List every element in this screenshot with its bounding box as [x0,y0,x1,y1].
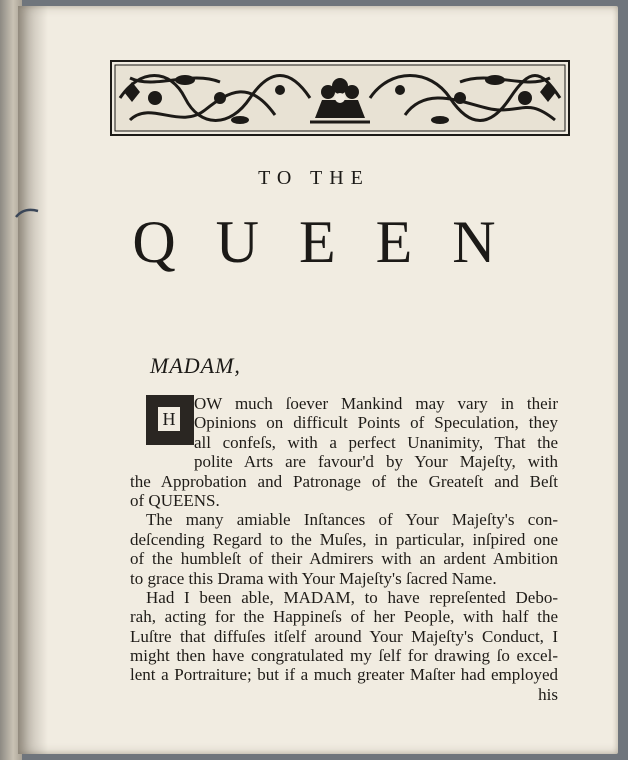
text-line: lent a Portraiture; but if a much greater Maſter had employed [130,665,558,685]
text-line: the Approbation and Patronage of the Greateſt and Beſt [130,471,558,491]
decorated-initial-letter: H [157,406,181,432]
text-line: Had I been able, MADAM, to have repreſented Debo- [146,587,558,607]
dedication-heading-to-the: TO THE [258,167,370,189]
text-line: Luſtre that diffuſes itſelf around Your Majeſty's Conduct, I [130,626,558,646]
paragraph-2 [130,510,558,588]
text-line: of the humbleſt of their Admirers with an ardent Ambition [130,549,558,569]
gutter-shadow [18,6,48,754]
woodcut-headpiece-ornament [110,60,570,136]
text-line: to grace this Drama with Your Majeſty's ſacred Name. [130,568,497,588]
dedication-heading-queen: QUEEN [132,209,536,275]
salutation: MADAM, [150,353,241,378]
text-line: rah, acting for the Happineſs of her People, with half the [130,607,558,627]
text-line: of QUEENS. [130,490,220,510]
text-line: deſcending Regard to the Muſes, in particular, inſpired one [130,529,558,549]
paragraph-3 [130,588,558,704]
catchword: his [538,684,558,704]
text-line: all confeſs, with a perfect Unanimity, That the [194,432,558,452]
text-line: OW much ſoever Mankind may vary in their [194,394,558,413]
text-line: polite Arts are favour'd by Your Majeſty, with [194,452,558,472]
paragraph-1 [130,394,558,510]
dedication-body [130,394,558,704]
text-line: Opinions on difficult Points of Speculation, they [194,413,558,433]
text-line: might then have congratulated my ſelf for drawing ſo excel- [130,646,558,666]
text-line: The many amiable Inſtances of Your Majeſty's con- [146,510,558,530]
